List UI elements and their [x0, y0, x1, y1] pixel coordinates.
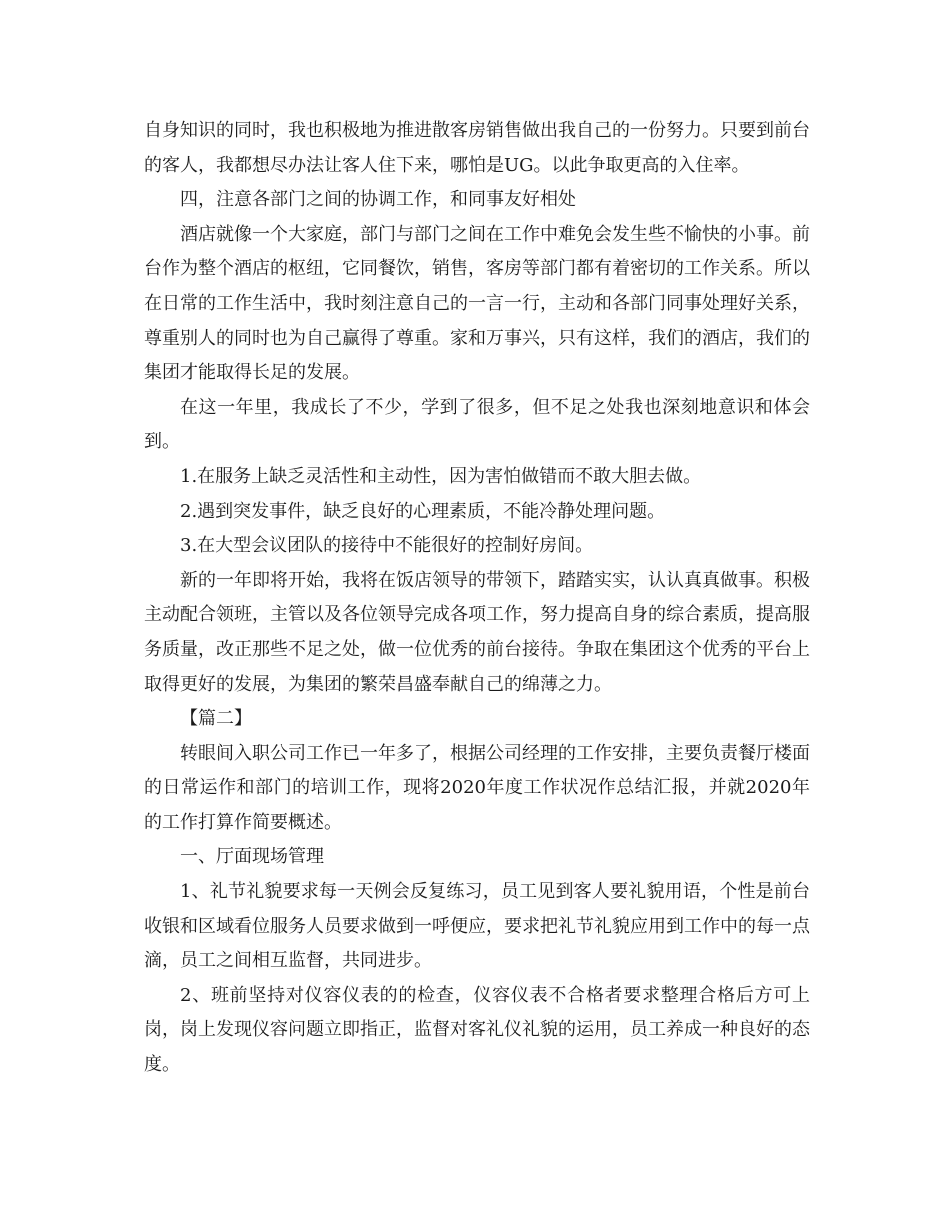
paragraph: 在这一年里，我成长了不少，学到了很多，但不足之处我也深刻地意识和体会到。 [144, 396, 810, 453]
section-heading: 四，注意各部门之间的协调工作，和同事友好相处 [180, 189, 576, 211]
paragraph: 1、礼节礼貌要求每一天例会反复练习，员工见到客人要礼貌用语，个性是前台收银和区域看位服务人员要求做到一呼便应，要求把礼节礼貌应用到工作中的每一点滴，员工之间相互监督，共同进步。 [144, 881, 810, 972]
paragraph: 自身知识的同时，我也积极地为推进散客房销售做出我自己的一份努力。只要到前台的客人，我都想尽办法让客人住下来，哪怕是UG。以此争取更高的入住率。 [144, 120, 810, 176]
list-item: 3.在大型会议团队的接待中不能很好的控制好房间。 [180, 535, 594, 557]
section-heading: 一、厅面现场管理 [180, 846, 324, 868]
section-title: 【篇二】 [180, 708, 252, 730]
document-body [144, 114, 810, 1083]
list-item: 2.遇到突发事件，缺乏良好的心理素质，不能冷静处理问题。 [180, 500, 666, 522]
list-item: 1.在服务上缺乏灵活性和主动性，因为害怕做错而不敢大胆去做。 [180, 465, 702, 487]
paragraph: 新的一年即将开始，我将在饭店领导的带领下，踏踏实实，认认真真做事。积极主动配合领班，主管以及各位领导完成各项工作，努力提高自身的综合素质，提高服务质量，改正那些不足之处，做一位优秀的前台接待。争取在集团这个优秀的平台上取得更好的发展，为集团的繁荣昌盛奉献自己的绵薄之力。 [144, 569, 810, 695]
paragraph: 2、班前坚持对仪容仪表的的检查，仪容仪表不合格者要求整理合格后方可上岗，岗上发现仪容问题立即指正，监督对客礼仪礼貌的运用，员工养成一种良好的态度。 [144, 984, 810, 1076]
paragraph: 酒店就像一个大家庭，部门与部门之间在工作中难免会发生些不愉快的小事。前台作为整个酒店的枢纽，它同餐饮，销售，客房等部门都有着密切的工作关系。所以在日常的工作生活中，我时刻注意自己的一言一行，主动和各部门同事处理好关系，尊重别人的同时也为自己赢得了尊重。家和万事兴，只有这样，我们的酒店，我们的集团才能取得长足的发展。 [144, 223, 810, 384]
paragraph: 转眼间入职公司工作已一年多了，根据公司经理的工作安排，主要负责餐厅楼面的日常运作和部门的培训工作，现将2020年度工作状况作总结汇报，并就2020年的工作打算作简要概述。 [144, 742, 810, 833]
